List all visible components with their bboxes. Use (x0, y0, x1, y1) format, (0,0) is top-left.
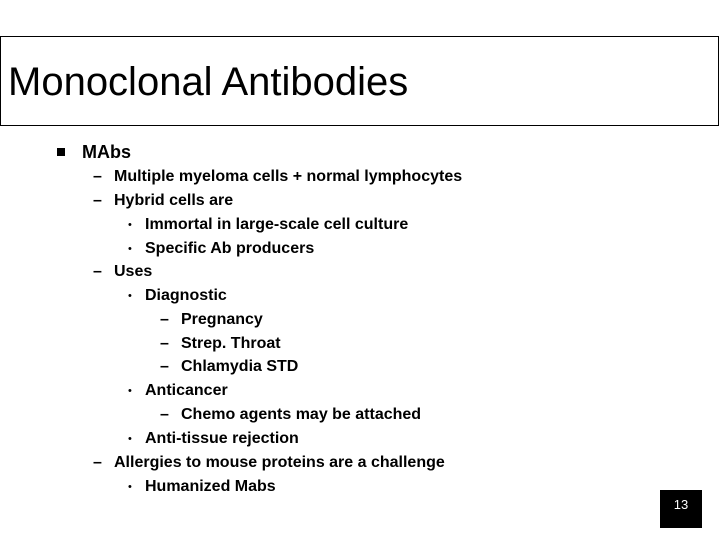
dash-bullet-icon: – (93, 263, 102, 280)
list-item-pregnancy: Pregnancy (181, 311, 263, 328)
list-item-humanized-mabs: Humanized Mabs (145, 478, 276, 495)
dash-bullet-icon: – (160, 335, 169, 352)
list-item-anticancer: Anticancer (145, 382, 228, 399)
dash-bullet-icon: – (160, 406, 169, 423)
list-item-anti-tissue-rejection: Anti-tissue rejection (145, 430, 299, 447)
dot-bullet-icon: • (128, 243, 132, 255)
list-item-allergies: Allergies to mouse proteins are a challenge (114, 454, 445, 471)
dash-bullet-icon: – (93, 454, 102, 471)
list-item-strep-throat: Strep. Throat (181, 335, 281, 352)
slide-number-badge: 13 (660, 490, 702, 528)
list-item-myeloma: Multiple myeloma cells + normal lymphocytes (114, 168, 463, 185)
dash-bullet-icon: – (93, 168, 102, 185)
list-item-uses: Uses (114, 263, 153, 280)
dash-bullet-icon: – (160, 358, 169, 375)
dot-bullet-icon: • (128, 290, 132, 302)
list-item-diagnostic: Diagnostic (145, 287, 227, 304)
dot-bullet-icon: • (128, 385, 132, 397)
dash-bullet-icon: – (93, 192, 102, 209)
list-item-chemo-agents: Chemo agents may be attached (181, 406, 422, 423)
dot-bullet-icon: • (128, 481, 132, 493)
heading-mabs: MAbs (82, 142, 131, 162)
square-bullet-icon (57, 148, 65, 156)
list-item-hybrid-cells: Hybrid cells are (114, 192, 234, 209)
slide-title: Monoclonal Antibodies (8, 60, 409, 104)
list-item-immortal: Immortal in large-scale cell culture (145, 216, 409, 233)
list-item-specific-ab: Specific Ab producers (145, 240, 315, 257)
list-item-chlamydia: Chlamydia STD (181, 358, 299, 375)
dot-bullet-icon: • (128, 433, 132, 445)
dot-bullet-icon: • (128, 219, 132, 231)
dash-bullet-icon: – (160, 311, 169, 328)
